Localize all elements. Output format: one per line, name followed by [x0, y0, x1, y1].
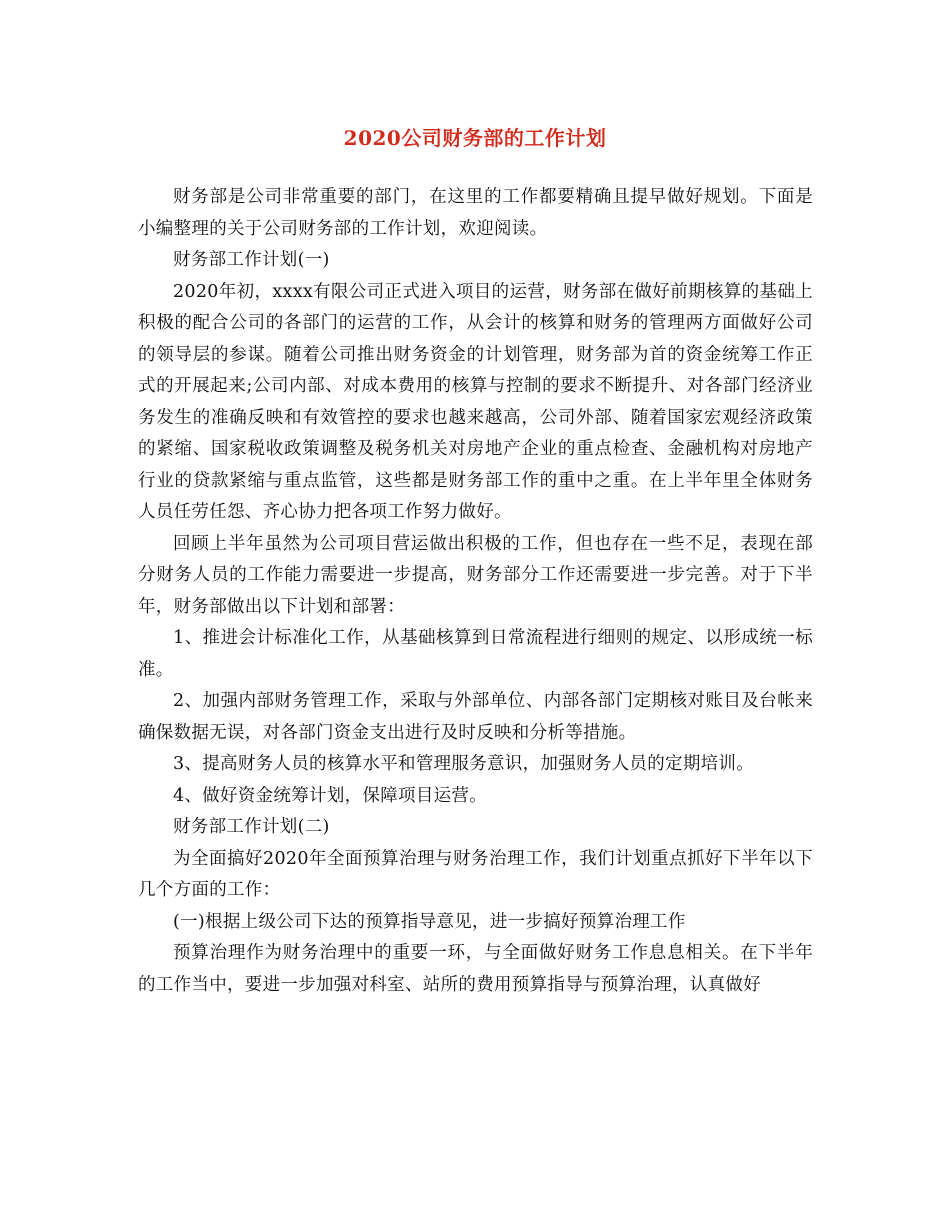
section-heading-plan-1: 财务部工作计划(一): [173, 250, 330, 270]
paragraph-intro: 财务部是公司非常重要的部门，在这里的工作都要精确且提早做好规划。下面是小编整理的关于公司财务部的工作计划，欢迎阅读。: [138, 187, 813, 239]
list-item-1: 1、推进会计标准化工作，从基础核算到日常流程进行细则的规定、以形成统一标准。: [138, 628, 813, 680]
subheading-budget: (一)根据上级公司下达的预算指导意见，进一步搞好预算治理工作: [173, 911, 686, 932]
paragraph-plan-1-overview: 2020年初，xxxx有限公司正式进入项目的运营，财务部在做好前期核算的基础上积极的配合公司的各部门的运营的工作，从会计的核算和财务的管理两方面做好公司的领导层的参谋。随着公司推出财务资金的计划管理，财务部为首的资金统筹工作正式的开展起来;公司内部、对成本费用的核算与控制的要求不断提升、对各部门经济业务发生的准确反映和有效管控的要求也越来越高，公司外部、随着国家宏观经济政策的紧缩、国家税收政策调整及税务机关对房地产企业的重点检查、金融机构对房地产行业的贷款紧缩与重点监管，这些都是财务部工作的重中之重。在上半年里全体财务人员任劳任怨、齐心协力把各项工作努力做好。: [138, 281, 813, 522]
list-item-4: 4、做好资金统筹计划，保障项目运营。: [173, 785, 488, 806]
paragraph-plan-2-intro: 为全面搞好2020年全面预算治理与财务治理工作，我们计划重点抓好下半年以下几个方面的工作：: [138, 848, 813, 900]
document-title: 2020公司财务部的工作计划: [343, 126, 607, 150]
list-item-2: 2、加强内部财务管理工作，采取与外部单位、内部各部门定期核对账目及台帐来确保数据无误，对各部门资金支出进行及时反映和分析等措施。: [138, 691, 813, 743]
list-item-3: 3、提高财务人员的核算水平和管理服务意识，加强财务人员的定期培训。: [173, 754, 755, 774]
document-body: [138, 182, 813, 1001]
paragraph-review: 回顾上半年虽然为公司项目营运做出积极的工作，但也存在一些不足，表现在部分财务人员的工作能力需要进一步提高，财务部分工作还需要进一步完善。对于下半年，财务部做出以下计划和部署：: [138, 533, 813, 617]
section-heading-plan-2: 财务部工作计划(二): [173, 817, 330, 837]
paragraph-budget: 预算治理作为财务治理中的重要一环，与全面做好财务工作息息相关。在下半年的工作当中，要进一步加强对科室、站所的费用预算指导与预算治理，认真做好: [138, 943, 813, 995]
